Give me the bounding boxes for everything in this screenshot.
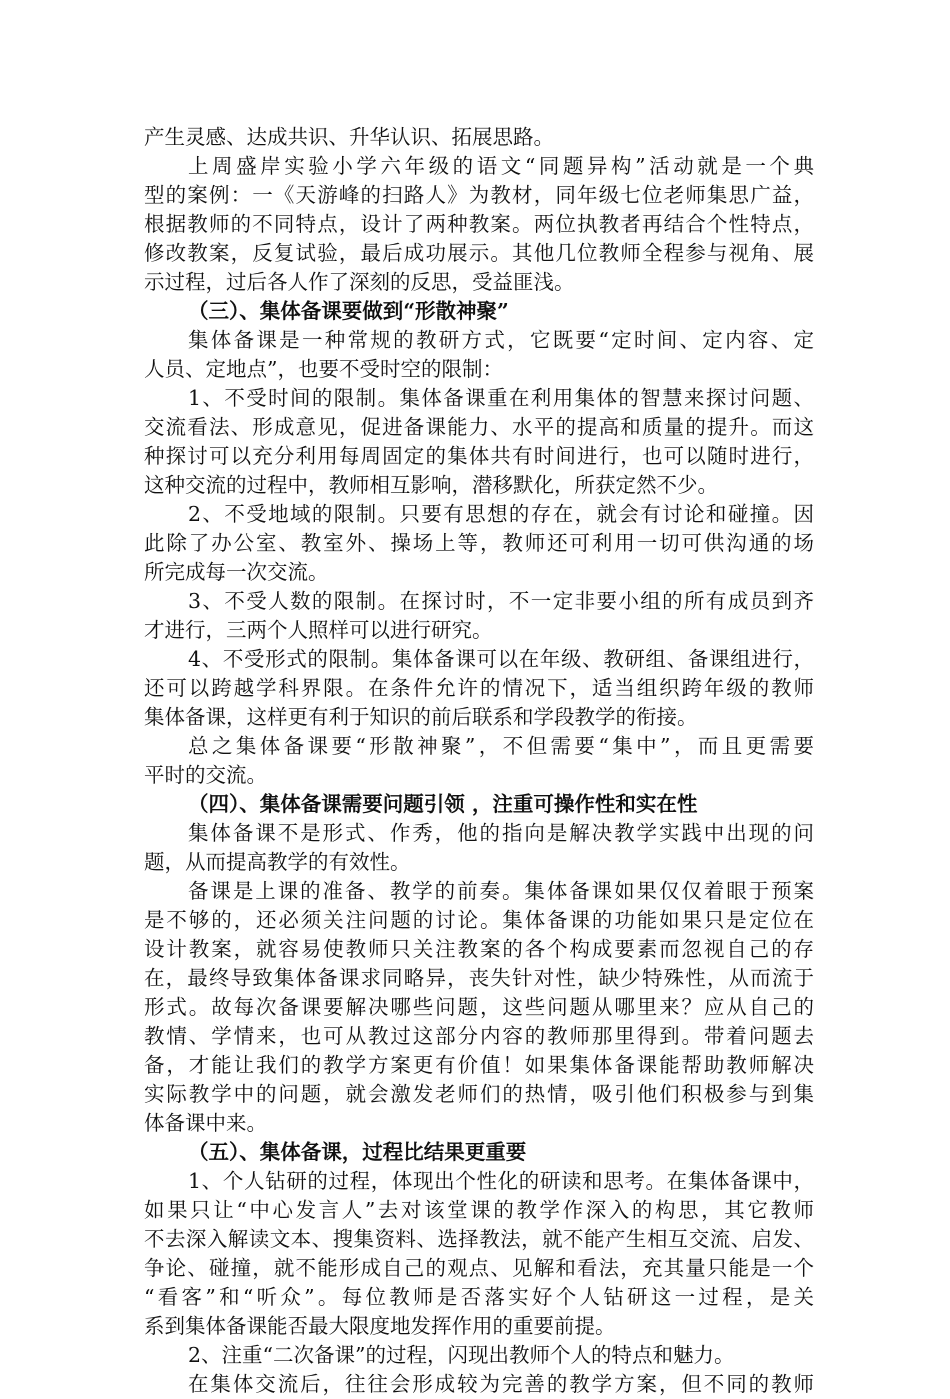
body-text-line: 集体备课，这样更有利于知识的前后联系和学段教学的衔接。 [144, 705, 698, 729]
body-text-line: 修改教案，反复试验，最后成功展示。其他几位教师全程参与视角、展 [144, 241, 814, 265]
body-text-line: 形式。故每次备课要解决哪些问题，这些问题从哪里来？应从自己的 [144, 995, 814, 1019]
paragraph-first-line: 2、注重“二次备课”的过程，闪现出教师个人的特点和魅力。 [188, 1343, 735, 1367]
paragraph-first-line: 3、不受人数的限制。在探讨时，不一定非要小组的所有成员到齐 [188, 589, 814, 613]
section-heading: （三）、集体备课要做到“形散神聚” [188, 299, 509, 323]
body-text-line: 根据教师的不同特点，设计了两种教案。两位执教者再结合个性特点， [144, 212, 814, 236]
paragraph-first-line: 4、不受形式的限制。集体备课可以在年级、教研组、备课组进行， [188, 647, 814, 671]
body-text-line: “看客”和“听众”。每位教师是否落实好个人钻研这一过程，是关 [144, 1285, 814, 1309]
paragraph-first-line: 上周盛岸实验小学六年级的语文“同题异构”活动就是一个典 [188, 154, 814, 178]
body-text-line: 是不够的，还必须关注问题的讨论。集体备课的功能如果只是定位在 [144, 908, 814, 932]
body-text-line: 交流看法、形成意见，促进备课能力、水平的提高和质量的提升。而这 [144, 415, 814, 439]
body-text-line: 型的案例：一《天游峰的扫路人》为教材，同年级七位老师集思广益， [144, 183, 814, 207]
paragraph-first-line: 备课是上课的准备、教学的前奏。集体备课如果仅仅着眼于预案 [188, 879, 814, 903]
body-text-line: 备，才能让我们的教学方案更有价值！如果集体备课能帮助教师解决 [144, 1053, 814, 1077]
body-text-line: 争论、碰撞，就不能形成自己的观点、见解和看法，充其量只能是一个 [144, 1256, 814, 1280]
document-body [144, 123, 814, 1399]
paragraph-first-line: 集体备课不是形式、作秀，他的指向是解决教学实践中出现的问 [188, 821, 814, 845]
body-text-line: 产生灵感、达成共识、升华认识、拓展思路。 [144, 125, 554, 149]
body-text-line: 种探讨可以充分利用每周固定的集体共有时间进行，也可以随时进行， [144, 444, 814, 468]
body-text-line: 设计教案，就容易使教师只关注教案的各个构成要素而忽视自己的存 [144, 937, 814, 961]
paragraph-first-line: 在集体交流后，往往会形成较为完善的教学方案，但不同的教师 [188, 1372, 814, 1396]
body-text-line: 不去深入解读文本、搜集资料、选择教法，就不能产生相互交流、启发、 [144, 1227, 814, 1251]
body-text-line: 平时的交流。 [144, 763, 267, 787]
body-text-line: 在，最终导致集体备课求同略异，丧失针对性，缺少特殊性，从而流于 [144, 966, 814, 990]
body-text-line: 体备课中来。 [144, 1111, 267, 1135]
section-heading: （五）、集体备课，过程比结果更重要 [188, 1140, 527, 1164]
section-heading: （四）、集体备课需要问题引领 ，注重可操作性和实在性 [188, 792, 698, 816]
body-text-line: 这种交流的过程中，教师相互影响，潜移默化，所获定然不少。 [144, 473, 718, 497]
body-text-line: 教情、学情来，也可从教过这部分内容的教师那里得到。带着问题去 [144, 1024, 814, 1048]
body-text-line: 才进行，三两个人照样可以进行研究。 [144, 618, 493, 642]
paragraph-first-line: 集体备课是一种常规的教研方式，它既要“定时间、定内容、定 [188, 328, 814, 352]
body-text-line: 人员、定地点”，也要不受时空的限制： [144, 357, 503, 381]
body-text-line: 如果只让“中心发言人”去对该堂课的教学作深入的构思，其它教师 [144, 1198, 814, 1222]
body-text-line: 实际教学中的问题，就会激发老师们的热情，吸引他们积极参与到集 [144, 1082, 814, 1106]
paragraph-first-line: 1、个人钻研的过程，体现出个性化的研读和思考。在集体备课中， [188, 1169, 814, 1193]
body-text-line: 所完成每一次交流。 [144, 560, 329, 584]
body-text-line: 系到集体备课能否最大限度地发挥作用的重要前提。 [144, 1314, 616, 1338]
body-text-line: 此除了办公室、教室外、操场上等，教师还可利用一切可供沟通的场 [144, 531, 814, 555]
paragraph-first-line: 2、不受地域的限制。只要有思想的存在，就会有讨论和碰撞。因 [188, 502, 814, 526]
paragraph-first-line: 总之集体备课要“形散神聚”，不但需要“集中”，而且更需要 [188, 734, 814, 758]
body-text-line: 还可以跨越学科界限。在条件允许的情况下，适当组织跨年级的教师 [144, 676, 814, 700]
body-text-line: 示过程，过后各人作了深刻的反思，受益匪浅。 [144, 270, 575, 294]
body-text-line: 题，从而提高教学的有效性。 [144, 850, 411, 874]
paragraph-first-line: 1、不受时间的限制。集体备课重在利用集体的智慧来探讨问题、 [188, 386, 814, 410]
